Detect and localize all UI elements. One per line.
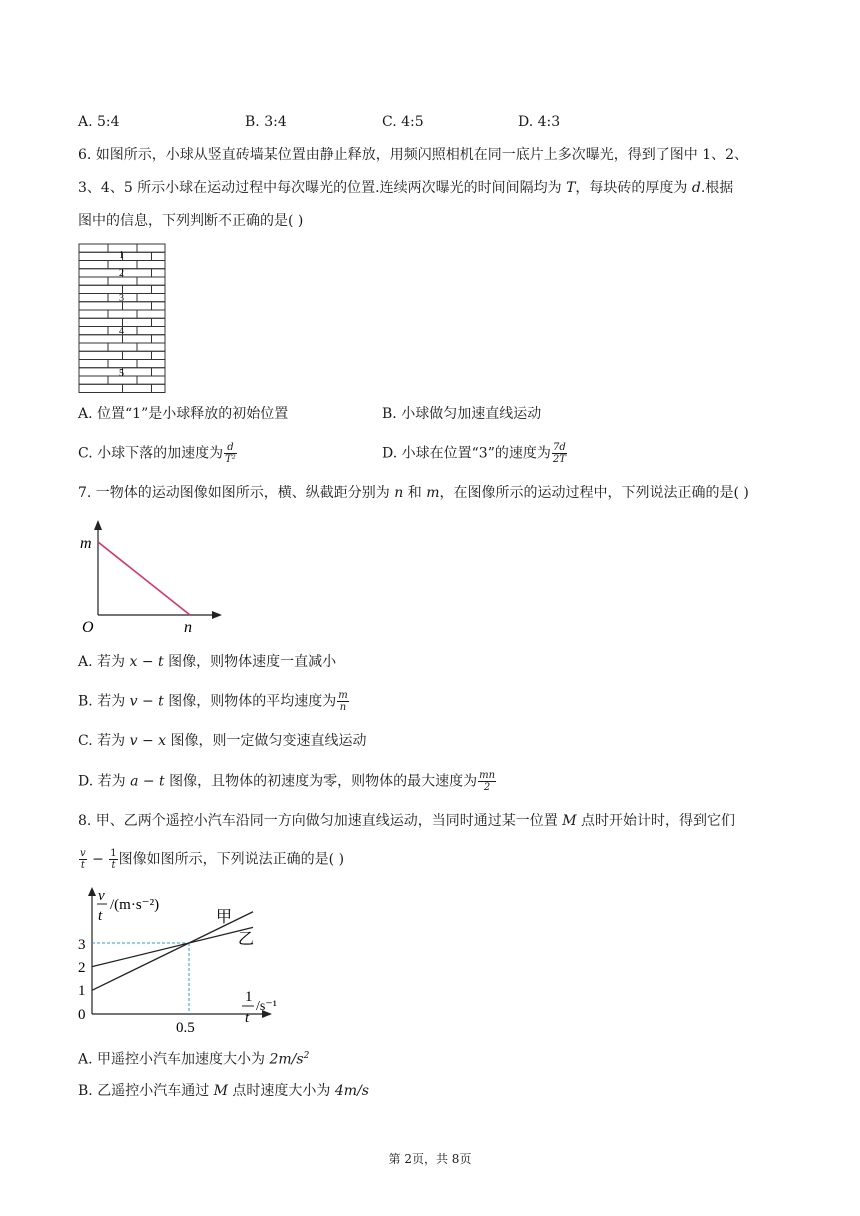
q6-option-b: B. 小球做匀加速直线运动 [382, 406, 542, 422]
q8-ytick-2: 2 [78, 960, 86, 976]
q7-stem: 7. 一物体的运动图像如图所示，横、纵截距分别为 n 和 m，在图像所示的运动过程中，下列说法正确的是( ) [78, 485, 749, 501]
q8-xlabel-den: t [245, 1010, 250, 1026]
q8-chart [74, 880, 284, 1035]
q7-option-b: B. 若为 v − t 图像，则物体的平均速度为 $\frac{m}{n}$ [78, 690, 348, 713]
q8-xtick-0-5: 0.5 [176, 1020, 195, 1035]
q7-y-arrow [94, 520, 102, 530]
q5-option-b: B. 3:4 [245, 114, 287, 130]
q7-x-intercept-label: n [184, 619, 192, 636]
brick-row [79, 343, 165, 351]
q6-option-d: D. 小球在位置“3”的速度为 $\frac{7d}{2T}$ [382, 442, 566, 465]
q8-ylabel-den: t [98, 908, 103, 924]
q7-graph [78, 518, 228, 636]
q5-option-d: D. 4:3 [518, 114, 561, 130]
q8-xlabel-num: 1 [245, 989, 253, 1005]
q7-x-arrow [212, 611, 222, 619]
q6-label-2: 2 [119, 268, 124, 279]
q8-option-b: B. 乙遥控小汽车通过 M 点时速度大小为 4m/s [78, 1083, 369, 1099]
q7-option-a: A. 若为 x − t 图像，则物体速度一直减小 [78, 654, 337, 670]
q8-ylabel-num: v [98, 888, 105, 904]
q6-label-3: 3 [119, 293, 124, 304]
q8-xlabel-unit: /s⁻¹ [256, 999, 277, 1014]
q8-series-yi-label: 乙 [238, 931, 255, 948]
q8-stem-line1: 8. 甲、乙两个遥控小汽车沿同一方向做匀加速直线运动，当同时通过某一位置 M 点时开始计时，得到它们 [78, 813, 736, 829]
q8-series-line-yi [92, 927, 253, 966]
page-footer: 第 2页，共 8页 [388, 1152, 472, 1166]
q8-ytick-0: 0 [78, 1007, 86, 1023]
q6-label-4: 4 [119, 326, 124, 337]
q8-ytick-3: 3 [78, 937, 86, 953]
q6-label-5: 5 [119, 368, 124, 379]
q6-option-a: A. 位置“1”是小球释放的初始位置 [78, 406, 289, 422]
q5-option-c: C. 4:5 [382, 114, 424, 130]
q6-option-c: C. 小球下落的加速度为 $\frac{d}{\text{T²}}$ [78, 442, 236, 465]
q7-graph-line [98, 542, 190, 615]
q6-stem-line1: 6. 如图所示，小球从竖直砖墙某位置由静止释放，用频闪照相机在同一底片上多次曝光，得到了图中 1、2、 [78, 147, 749, 163]
q6-stem-line3: 图中的信息，下列判断不正确的是( ) [78, 213, 304, 229]
q7-origin-label: O [82, 619, 94, 636]
q8-stem-line2: $\frac{v}{t}$ − $\frac{1}{t}$ 图像如图所示，下列说法正确的是( ) [80, 848, 345, 871]
q7-option-d: D. 若为 a − t 图像，且物体的初速度为零，则物体的最大速度为 $\frac{mn}{2}$ [78, 770, 496, 793]
brick-row [79, 310, 165, 318]
brick-row [79, 360, 165, 368]
q8-ytick-1: 1 [78, 983, 86, 999]
q7-y-intercept-label: m [80, 535, 92, 552]
q6-label-1: 1 [119, 250, 124, 261]
q8-option-a: A. 甲遥控小汽车加速度大小为 $2m/s^2$ [78, 1051, 310, 1068]
q8-y-arrow [88, 887, 96, 896]
q7-option-c: C. 若为 v − x 图像，则一定做匀变速直线运动 [78, 733, 367, 749]
brick-wall-figure [78, 243, 170, 393]
q6-stem-line2: 3、4、5 所示小球在运动过程中每次曝光的位置.连续两次曝光的时间间隔均为 T，每块砖的厚度为 d.根据 [78, 180, 734, 196]
q5-option-a: A. 5:4 [78, 114, 120, 130]
q8-ylabel-unit: /(m·s⁻²) [110, 897, 160, 913]
q8-series-jia-label: 甲 [216, 909, 233, 926]
